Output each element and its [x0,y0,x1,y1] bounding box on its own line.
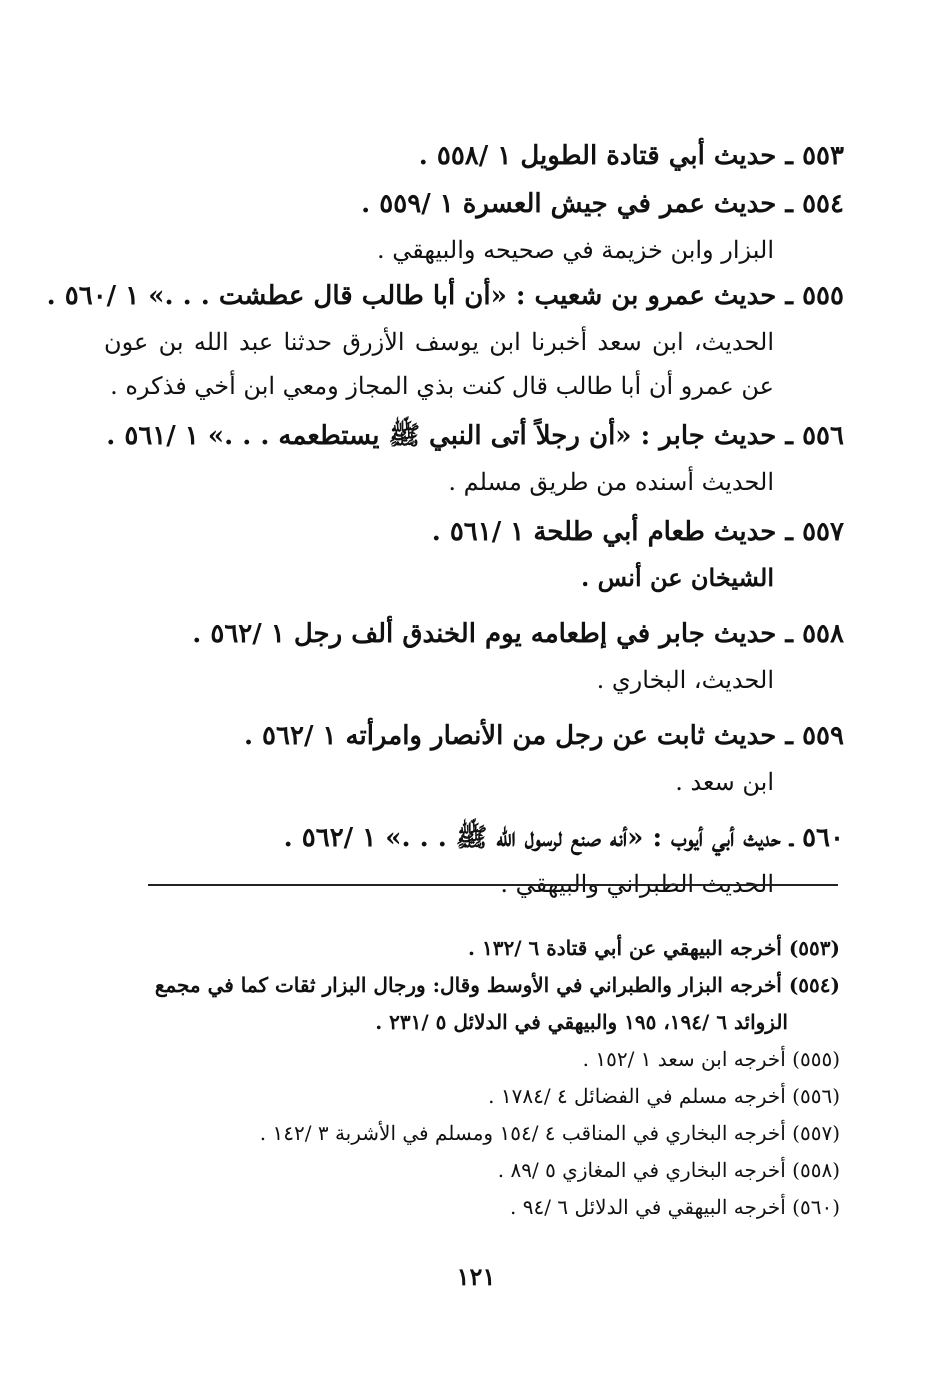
entry-554 [104,180,844,272]
entry-source: البزار وابن خزيمة في صحيحه والبيهقي . [376,236,774,264]
entry-title: ٥٥٤ ـ حديث عمر في جيش العسرة ١ /٥٥٩ . [361,189,844,219]
entry-553 [104,132,844,180]
footnotes-list [110,930,840,1226]
entry-557 [104,508,844,600]
entry-title: ٥٥٦ ـ حديث جابر : «أن رجلاً أتى النبي ﷺ يستطعمه . . .» ١ /٥٦١ . [106,421,844,451]
footnote-divider [148,884,838,886]
footnote-553: (٥٥٣) أخرجه البيهقي عن أبي قتادة ٦ /١٣٢ . [468,936,840,960]
footnote-555: (٥٥٥) أخرجه ابن سعد ١ /١٥٢ . [582,1047,840,1071]
entry-559 [104,712,844,804]
entry-source: الحديث أسنده من طريق مسلم . [448,468,774,496]
footnote-556: (٥٥٦) أخرجه مسلم في الفضائل ٤ /١٧٨٤ . [488,1084,840,1108]
entry-title: ٥٥٥ ـ حديث عمرو بن شعيب : «أن أبا طالب قال عطشت . . .» ١ /٥٦٠ . [46,281,844,311]
footnote-554-continuation: الزوائد ٦ /١٩٤، ١٩٥ والبيهقي في الدلائل ٥ /٢٣١ . [375,1010,788,1034]
entry-source: ابن سعد . [675,768,774,796]
entry-source: الحديث الطبراني والبيهقي . [500,870,774,898]
footnote-560: (٥٦٠) أخرجه البيهقي في الدلائل ٦ /٩٤ . [510,1195,840,1219]
entry-title: ٥٦٠ ـ حديث أبي أيوب : «أنه صنع لرسول الله ﷺ . . .» ١ /٥٦٢ . [283,823,844,853]
entry-556 [104,412,844,504]
footnote-557: (٥٥٧) أخرجه البخاري في المناقب ٤ /١٥٤ ومسلم في الأشربة ٣ /١٤٢ . [259,1121,840,1145]
entry-source: الحديث، البخاري . [596,666,774,694]
footnote-554: (٥٥٤) أخرجه البزار والطبراني في الأوسط وقال: ورجال البزار ثقات كما في مجمع [154,973,840,997]
entry-558 [104,610,844,702]
entry-title: ٥٥٧ ـ حديث طعام أبي طلحة ١ /٥٦١ . [431,517,844,547]
entry-title: ٥٥٨ ـ حديث جابر في إطعامه يوم الخندق ألف رجل ١ /٥٦٢ . [192,619,844,649]
entry-560 [104,814,844,906]
entry-source: الحديث، ابن سعد أخبرنا ابن يوسف الأزرق حدثنا عبد الله بن عون عن عمرو أن أبا طالب قال كنت بذي المجاز ومعي ابن أخي فذكره . [104,328,774,400]
footnote-558: (٥٥٨) أخرجه البخاري في المغازي ٥ /٨٩ . [497,1158,840,1182]
entry-555 [46,272,844,408]
page-number: ١٢١ [456,1262,496,1291]
entry-title: ٥٥٩ ـ حديث ثابت عن رجل من الأنصار وامرأته ١ /٥٦٢ . [243,721,844,751]
entry-title: ٥٥٣ ـ حديث أبي قتادة الطويل ١ /٥٥٨ . [418,141,844,171]
hadith-entries-list [46,132,844,906]
entry-source: الشيخان عن أنس . [580,563,774,592]
